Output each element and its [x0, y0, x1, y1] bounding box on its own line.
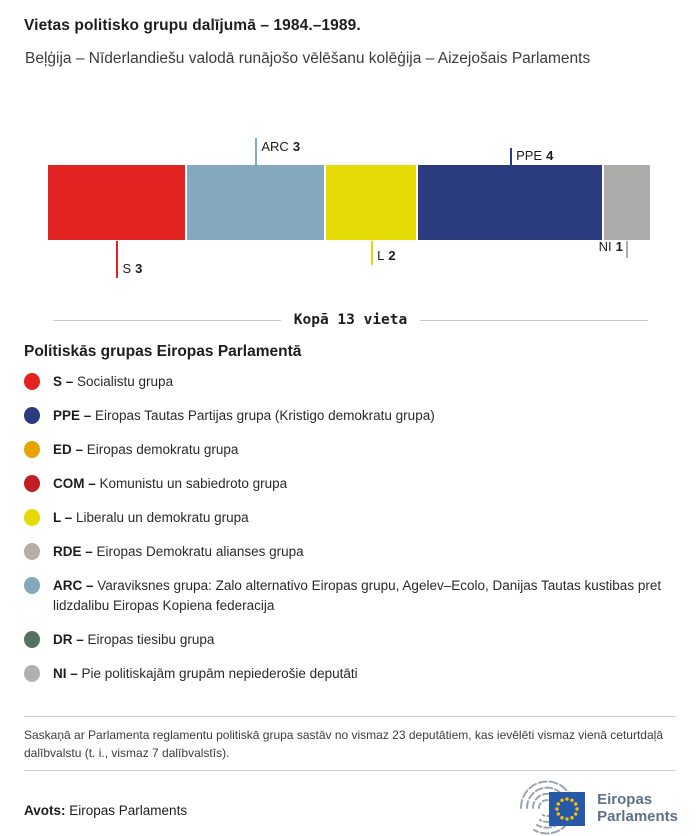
total-seats-label: Kopā 13 vieta	[293, 312, 408, 328]
legend-dot-icon	[24, 631, 40, 648]
source-value: Eiropas Parlaments	[65, 803, 188, 818]
total-seats-row	[53, 312, 648, 328]
footnote-text: Saskaņā ar Parlamenta reglamentu politiskā grupa sastāv no vismaz 23 deputātiem, kas ievēlēti vismaz vienā ceturtdaļā dalībvalstu (t. i., vismaz 7 dalībvalstīs).	[24, 728, 663, 760]
legend-item-DR	[24, 630, 679, 650]
legend-item-text: NI – Pie politiskajām grupām nepiederošie deputāti	[53, 666, 358, 681]
total-rule-right	[420, 320, 648, 321]
legend-item-RDE	[24, 542, 679, 562]
footnote-divider-top	[24, 716, 676, 717]
hemicycle-flag-icon	[511, 780, 589, 836]
legend-item-ED	[24, 440, 679, 460]
legend-item-PPE	[24, 406, 679, 426]
logo-text	[597, 791, 678, 825]
legend-list	[24, 372, 679, 698]
callout-label-ARC: ARC 3	[261, 139, 301, 154]
callout-tick-NI	[626, 241, 628, 258]
logo-line2: Parlaments	[597, 808, 678, 825]
legend-item-text: COM – Komunistu un sabiedroto grupa	[53, 476, 288, 491]
logo-line1: Eiropas	[597, 791, 653, 808]
legend-item-text: DR – Eiropas tiesibu grupa	[53, 632, 215, 647]
legend-dot-icon	[24, 373, 40, 390]
legend-item-S	[24, 372, 679, 392]
legend-item-text: PPE – Eiropas Tautas Partijas grupa (Kristigo demokratu grupa)	[53, 408, 435, 423]
seat-bar	[48, 165, 650, 240]
legend-item-COM	[24, 474, 679, 494]
callout-label-S: S 3	[122, 261, 143, 276]
eu-parliament-logo	[511, 780, 678, 836]
legend-dot-icon	[24, 441, 40, 458]
eu-flag	[549, 792, 585, 826]
source-label: Avots:	[24, 803, 66, 818]
callout-label-PPE: PPE 4	[516, 148, 554, 163]
legend-item-text: S – Socialistu grupa	[53, 374, 174, 389]
callout-label-L: L 2	[377, 248, 396, 263]
source-line	[24, 803, 187, 818]
bar-segment-L[interactable]	[326, 165, 417, 240]
seat-distribution-chart	[0, 0, 700, 300]
callout-tick-ARC	[255, 138, 257, 165]
legend-dot-icon	[24, 665, 40, 682]
legend-dot-icon	[24, 509, 40, 526]
legend-dot-icon	[24, 407, 40, 424]
bar-segment-NI[interactable]	[604, 165, 650, 240]
legend-dot-icon	[24, 475, 40, 492]
callout-label-NI: NI 1	[598, 239, 623, 254]
legend-item-ARC	[24, 576, 679, 616]
page-title: Vietas politisko grupu dalījumā – 1984.–1989.	[24, 17, 361, 34]
bar-segment-PPE[interactable]	[418, 165, 601, 240]
legend-item-text: ARC – Varaviksnes grupa: Zalo alternativo Eiropas grupu, Agelev–Ecolo, Danijas Tautas kustibas pret lidzdalibu Eiropas Kopiena federacija	[53, 578, 662, 613]
footnote-divider-bottom	[24, 770, 676, 771]
legend-item-L	[24, 508, 679, 528]
legend-item-text: ED – Eiropas demokratu grupa	[53, 442, 239, 457]
bar-segment-ARC[interactable]	[187, 165, 324, 240]
legend-item-NI	[24, 664, 679, 684]
callout-tick-L	[371, 241, 373, 265]
legend-dot-icon	[24, 577, 40, 594]
legend-dot-icon	[24, 543, 40, 560]
page-subtitle: Beļģija – Nīderlandiešu valodā runājošo vēlēšanu kolēģija – Aizejošais Parlaments	[25, 50, 591, 67]
callout-tick-S	[116, 241, 118, 278]
callout-tick-PPE	[510, 148, 512, 165]
total-rule-left	[53, 320, 281, 321]
legend-item-text: L – Liberalu un demokratu grupa	[53, 510, 249, 525]
bar-segment-S[interactable]	[48, 165, 185, 240]
legend-heading: Politiskās grupas Eiropas Parlamentā	[24, 343, 302, 360]
legend-item-text: RDE – Eiropas Demokratu alianses grupa	[53, 544, 304, 559]
